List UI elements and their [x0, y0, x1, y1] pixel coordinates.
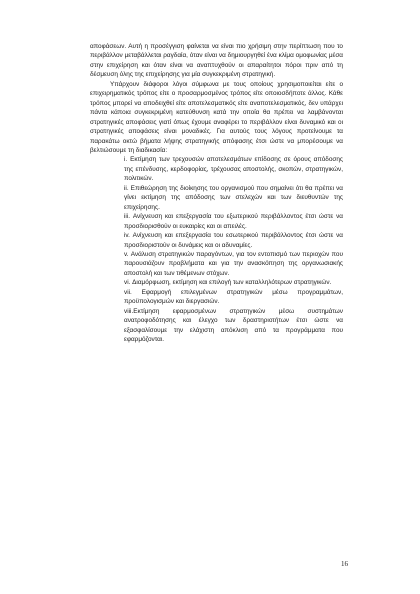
continued-paragraph: αποφάσεων. Αυτή η προσέγγιση φαίνεται να είναι πιο χρήσιμη στην περίπτωση που το περιβάλλον μεταβάλλεται ραγδαία, όταν είναι να δημιουργηθεί ένα κλίμα ομοφωνίας μέσα στην επιχείρηση και όταν είναι να αναπτυχθούν οι απαραίτητοι πόροι πριν από τη δέσμευση όλης της επιχείρησης για μία συγκεκριμένη στρατηγική.	[90, 43, 343, 79]
step-item-8: viii.Εκτίμηση εφαρμοσμένων στρατηγικών μέσω συστημάτων ανατροφοδότησης και έλεγχο των δραστηριοτήτων έτσι ώστε να εξασφαλίσουμε την ελάχιστη απόκλιση από τα προγράμματα που εφαρμόζονται.	[124, 307, 343, 344]
step-item-6: vi. Διαμόρφωση, εκτίμηση και επιλογή των καταλληλότερων στρατηγικών.	[124, 279, 332, 287]
step-item-3: iii. Ανίχνευση και επεξεργασία του εξωτερικού περιβάλλοντος έτσι ώστε να προσδιορισθούν οι ευκαιρίες και οι απειλές.	[124, 213, 343, 230]
decision-steps-list	[90, 155, 343, 344]
step-item-1: i. Εκτίμηση των τρεχουσών αποτελεσμάτων επίδοσης σε όρους απόδοσης της επένδυσης, κερδοφορίας, τρέχουσας αποστολής, σκοπών, στρατηγικών, πολιτικών.	[124, 156, 343, 183]
page-number: 16	[341, 560, 348, 568]
step-item-5: v. Ανάλυση στρατηγικών παραγόντων, για τον εντοπισμό των περιοχών που παρουσιάζουν προβλήματα και για την ανασκόπηση της οργανωσιακής αποστολή και των τιθέμενων στόχων.	[124, 250, 343, 277]
main-paragraph: Υπάρχουν διάφοροι λόγοι σύμφωνα με τους οποίους χρησιμοποιείται είτε ο επιχειρηματικός τρόπος είτε ο προσαρμοσμένος τρόπος είτε οποιοσδήποτε άλλος. Κάθε τρόπος μπορεί να αποδειχθεί είτε αποτελεσματικός είτε αναποτελεσματικός, δεν υπάρχει πάντα κάποια συγκεκριμένη κατεύθυνση κατά την οποία θα πρέπει να λαμβάνονται στρατηγικές αποφάσεις γιατί όπως έχουμε αναφέρει το περιβάλλον είναι δυναμικό και οι στρατηγικές αποφάσεις είναι μοναδικές. Για αυτούς τους λόγους προτείνουμε τα παρακάτω οκτώ βήματα λήψης στρατηγικής απόφασης έτσι ώστε να μπορέσουμε να βελτιώσουμε τη διαδικασία:	[90, 80, 343, 154]
step-item-7: vii. Εφαρμογή επιλεγμένων στρατηγικών μέσω προγραμμάτων, προϋπολογισμών και διεργασιών.	[124, 288, 343, 306]
step-item-2: ii. Επιθεώρηση της διοίκησης του οργανισμού που σημαίνει ότι θα πρέπει να γίνει εκτίμηση της απόδοσης των στελεχών και των διευθυντών της επιχείρησης.	[124, 184, 343, 211]
body-text	[90, 42, 343, 345]
step-item-4: iv. Ανίχνευση και επεξεργασία του εσωτερικού περιβάλλοντος έτσι ώστε να προσδιοριστούν οι δυνάμεις και οι αδυναμίες.	[124, 232, 343, 249]
